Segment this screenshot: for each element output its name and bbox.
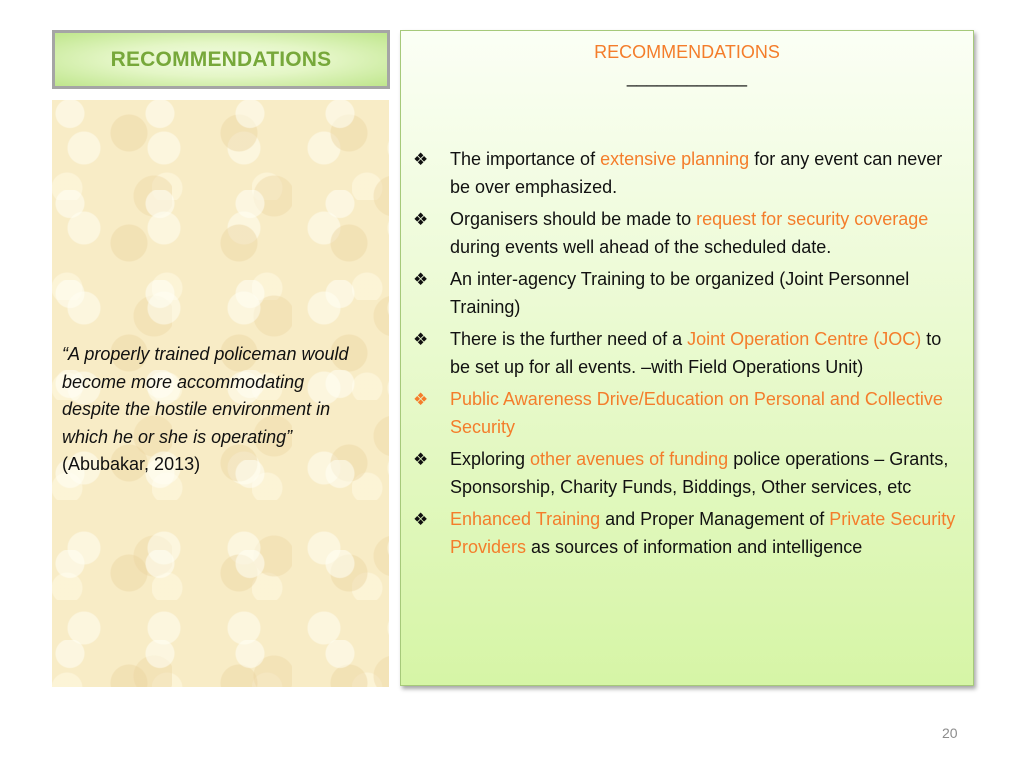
diamond-bullet-icon: ❖ bbox=[413, 270, 429, 289]
bullet-highlight: Public Awareness Drive/Education on Personal and Collective Security bbox=[450, 389, 943, 437]
left-title-text: RECOMMENDATIONS bbox=[110, 47, 332, 71]
list-item bbox=[411, 326, 963, 381]
diamond-bullet-icon: ❖ bbox=[413, 390, 429, 409]
bullet-highlight: Joint Operation Centre (JOC) bbox=[687, 329, 922, 349]
bullet-highlight: Private Security Providers bbox=[450, 509, 956, 557]
box-heading: RECOMMENDATIONS bbox=[594, 42, 780, 62]
bullet-text: to be set up for all events. –with Field Operations Unit) bbox=[450, 329, 942, 377]
bullet-text: as sources of information and intelligence bbox=[526, 536, 863, 557]
list-item bbox=[411, 506, 963, 561]
list-item bbox=[411, 146, 963, 201]
left-title-box bbox=[52, 30, 390, 89]
bullet-highlight: other avenues of funding bbox=[530, 449, 729, 469]
diamond-bullet-icon: ❖ bbox=[413, 330, 429, 349]
bullet-highlight: extensive planning bbox=[600, 149, 750, 169]
bullet-text: police operations – Grants, Sponsorship, Charity Funds, Biddings, Other services, etc bbox=[450, 449, 949, 497]
quote-panel bbox=[52, 100, 389, 687]
list-item bbox=[411, 446, 963, 501]
bullet-text: Exploring bbox=[450, 449, 531, 469]
diamond-bullet-icon: ❖ bbox=[413, 510, 429, 529]
recommendation-list bbox=[411, 146, 963, 566]
bullet-text: The importance of bbox=[450, 149, 601, 169]
quote-citation: (Abubakar, 2013) bbox=[62, 454, 201, 474]
bullet-text: during events well ahead of the scheduled date. bbox=[450, 236, 832, 257]
list-item bbox=[411, 206, 963, 261]
list-item bbox=[411, 266, 963, 321]
bullet-text: Organisers should be made to bbox=[450, 209, 697, 229]
bullet-text: There is the further need of a bbox=[450, 329, 688, 349]
bullet-text: for any event can never be over emphasized. bbox=[450, 149, 943, 197]
page-number: 20 bbox=[942, 725, 958, 741]
bullet-highlight: request for security coverage bbox=[696, 209, 929, 229]
list-item bbox=[411, 386, 963, 441]
bullet-highlight: Enhanced Training bbox=[450, 509, 601, 529]
diamond-bullet-icon: ❖ bbox=[413, 210, 429, 229]
bullet-text: An inter-agency Training to be organized (Joint Personnel Training) bbox=[450, 269, 910, 317]
heading-underline-rule: ____________ bbox=[626, 67, 748, 87]
diamond-bullet-icon: ❖ bbox=[413, 150, 429, 169]
bullet-text: and Proper Management of bbox=[600, 509, 830, 529]
quote-text bbox=[62, 341, 362, 479]
recommendations-box bbox=[400, 30, 974, 686]
diamond-bullet-icon: ❖ bbox=[413, 450, 429, 469]
quote-italic: “A properly trained policeman would become more accommodating despite the hostile environment in which he or she is operating” bbox=[62, 344, 349, 447]
